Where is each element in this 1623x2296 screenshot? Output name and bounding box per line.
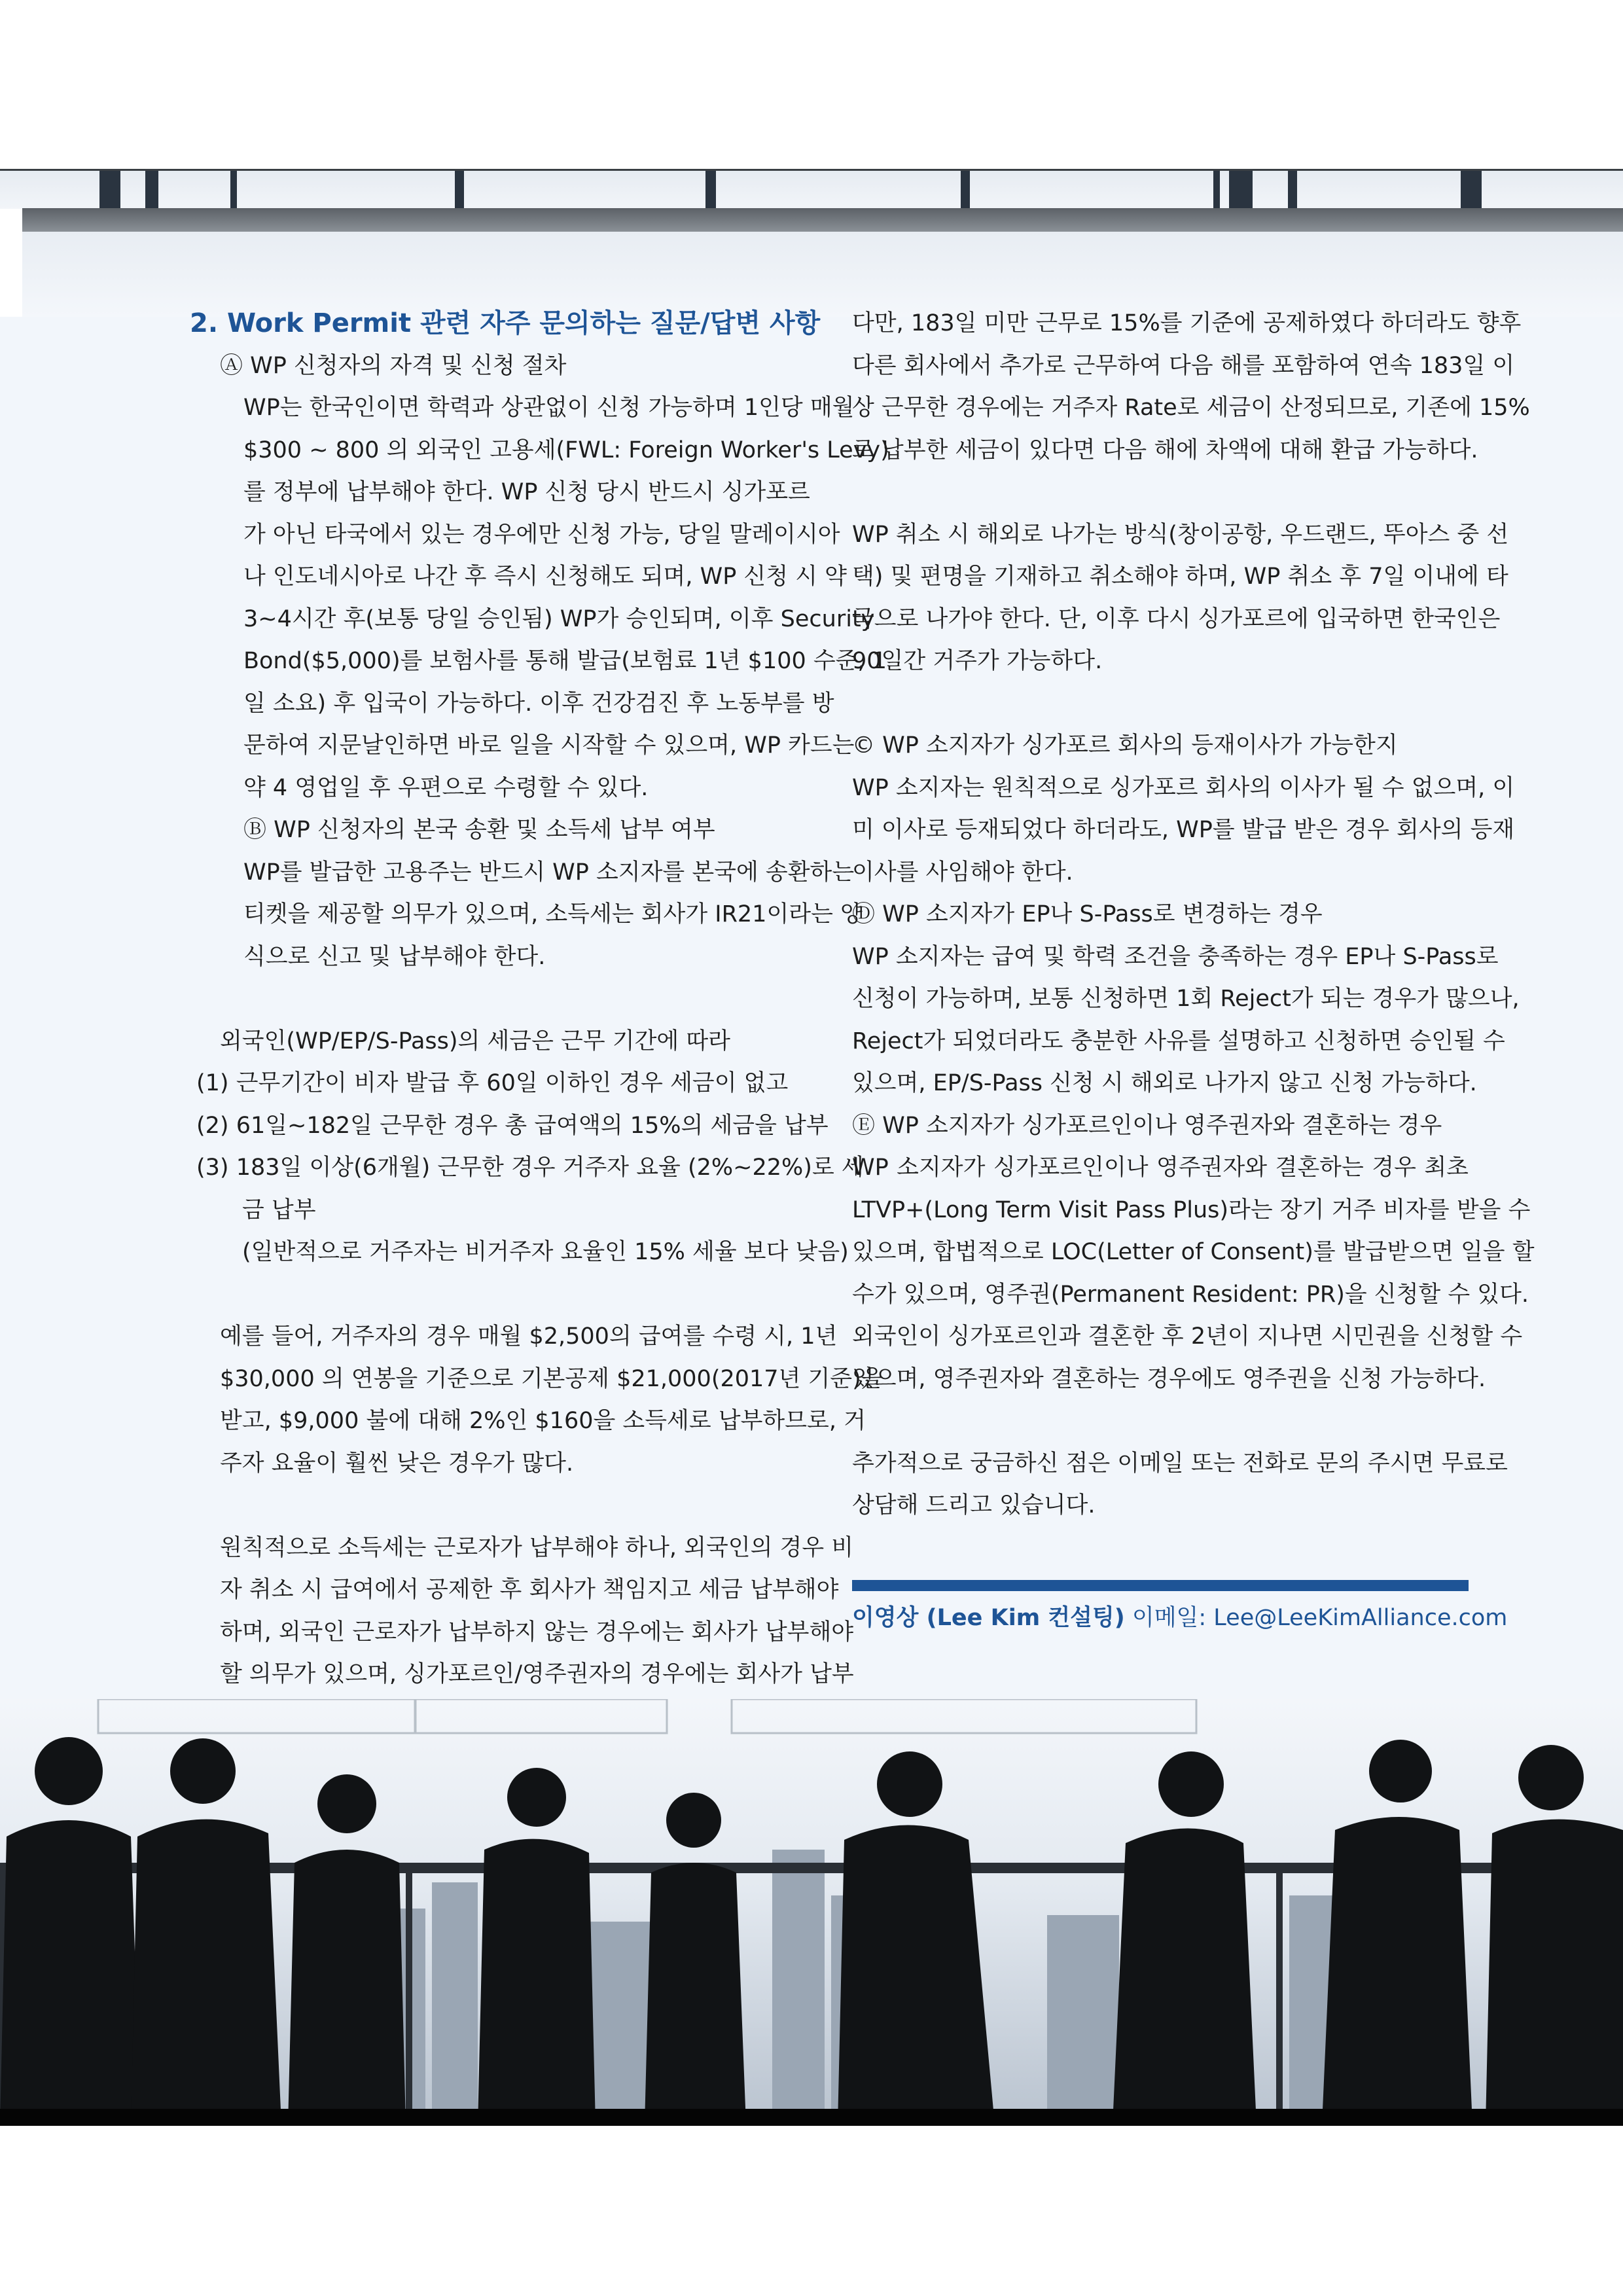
heading-spacer — [196, 302, 808, 345]
rail-post — [1213, 171, 1220, 209]
paragraph-line: $30,000 의 연봉을 기준으로 기본공제 $21,000(2017년 기준)을 — [220, 1365, 883, 1392]
rail-post — [230, 171, 237, 209]
paragraph-spacer — [196, 1484, 808, 1527]
paragraph-line: LTVP+(Long Term Visit Pass Plus)라는 장기 거주 비자를 받을 수 — [852, 1196, 1531, 1223]
paragraph-line: 받고, $9,000 불에 대해 2%인 $160을 소득세로 납부하므로, 거 — [220, 1408, 866, 1434]
paragraph-line: 문하여 지문날인하면 바로 일을 시작할 수 있으며, WP 카드는 — [243, 732, 855, 759]
author-email: Lee@LeeKimAlliance.com — [1213, 1605, 1508, 1631]
list-item: (2) 61일~182일 근무한 경우 총 급여액의 15%의 세금을 납부 — [196, 1112, 829, 1139]
paragraph-line: 예를 들어, 거주자의 경우 매월 $2,500의 급여를 수령 시, 1년 — [220, 1323, 838, 1350]
paragraph-spacer — [852, 1400, 1469, 1443]
rail-post — [1229, 171, 1253, 209]
paragraph-line: 3~4시간 후(보통 당일 승인됨) WP가 승인되며, 이후 Security — [243, 605, 875, 632]
paragraph-spacer — [196, 1274, 808, 1316]
paragraph-line: 신청이 가능하며, 보통 신청하면 1회 Reject가 되는 경우가 많으나, — [852, 986, 1520, 1012]
paragraph-line: 있으며, EP/S-Pass 신청 시 해외로 나가지 않고 신청 가능하다. — [852, 1070, 1477, 1096]
paragraph-line: 가 아닌 타국에서 있는 경우에만 신청 가능, 당일 말레이시아 — [243, 521, 840, 548]
paragraph-line: Reject가 되었더라도 충분한 사유를 설명하고 신청하면 승인될 수 — [852, 1028, 1505, 1054]
paragraph-line: 국으로 나가야 한다. 단, 이후 다시 싱가포르에 입국하면 한국인은 — [852, 605, 1501, 632]
paragraph-line: WP는 한국인이면 학력과 상관없이 신청 가능하며 1인당 매월 — [243, 395, 855, 421]
section-heading: 2. Work Permit 관련 자주 문의하는 질문/답변 사항 — [190, 308, 821, 338]
business-people-photo — [0, 1699, 1623, 2125]
subheading-a: Ⓐ WP 신청자의 자격 및 신청 절차 — [220, 352, 567, 379]
paragraph-line: 할 의무가 있으며, 싱가포르인/영주권자의 경우에는 회사가 납부 — [220, 1661, 854, 1687]
signature-rule — [852, 1580, 1469, 1591]
list-item-continued: 금 납부 — [242, 1196, 316, 1223]
rail-post — [99, 171, 120, 209]
right-column — [852, 302, 1535, 1527]
rail-post — [1288, 171, 1297, 209]
paragraph-line: WP를 발급한 고용주는 반드시 WP 소지자를 본국에 송환하는 — [243, 859, 855, 886]
paragraph-line: 미 이사로 등재되었다 하더라도, WP를 발급 받은 경우 회사의 등재 — [852, 817, 1515, 843]
paragraph-line: 상 근무한 경우에는 거주자 Rate로 세금이 산정되므로, 기존에 15% — [852, 395, 1530, 421]
subheading-b: Ⓑ WP 신청자의 본국 송환 및 소득세 납부 여부 — [243, 817, 715, 843]
paragraph-line: 다만, 183일 미만 근무로 15%를 기준에 공제하였다 하더라도 향후 — [852, 310, 1522, 336]
closing-line: 상담해 드리고 있습니다. — [852, 1492, 1096, 1518]
paragraph-spacer — [852, 683, 1469, 725]
paragraph-line: 택) 및 편명을 기재하고 취소해야 하며, WP 취소 후 7일 이내에 타 — [852, 564, 1508, 590]
paragraph-line: 있으며, 합법적으로 LOC(Letter of Consent)를 발급받으면 일을 할 — [852, 1239, 1535, 1265]
author-signature — [852, 1597, 1507, 1640]
paragraph-line: 자 취소 시 급여에서 공제한 후 회사가 책임지고 세금 납부해야 — [220, 1577, 839, 1603]
left-column — [196, 302, 889, 1738]
subheading-c: © WP 소지자가 싱가포르 회사의 등재이사가 가능한지 — [852, 732, 1398, 759]
list-item: (1) 근무기간이 비자 발급 후 60일 이하인 경우 세금이 없고 — [196, 1070, 789, 1096]
rail-post — [961, 171, 970, 209]
paragraph-line: WP 취소 시 해외로 나가는 방식(창이공항, 우드랜드, 뚜아스 중 선 — [852, 521, 1509, 548]
subheading-d: Ⓓ WP 소지자가 EP나 S-Pass로 변경하는 경우 — [852, 901, 1323, 927]
photo-bottom-bar — [0, 2109, 1623, 2126]
paragraph-spacer — [196, 978, 808, 1020]
paragraph-line: 하며, 외국인 근로자가 납부하지 않는 경우에는 회사가 납부해야 — [220, 1619, 854, 1645]
paragraph-line: WP 소지자는 급여 및 학력 조건을 충족하는 경우 EP나 S-Pass로 — [852, 943, 1499, 970]
paragraph-line: WP 소지자는 원칙적으로 싱가포르 회사의 이사가 될 수 없으며, 이 — [852, 774, 1515, 801]
rail-post — [145, 171, 158, 209]
paragraph-spacer — [852, 471, 1469, 514]
paragraph-line: 주자 요율이 훨씬 낮은 경우가 많다. — [220, 1450, 574, 1477]
paragraph-line: 로 납부한 세금이 있다면 다음 해에 차액에 대해 환급 가능하다. — [852, 437, 1478, 463]
paragraph-line: 이사를 사임해야 한다. — [852, 859, 1073, 886]
paragraph-line: 외국인이 싱가포르인과 결혼한 후 2년이 지나면 시민권을 신청할 수 — [852, 1323, 1523, 1350]
paragraph-line: WP 소지자가 싱가포르인이나 영주권자와 결혼하는 경우 최초 — [852, 1155, 1469, 1181]
email-label: 이메일: — [1132, 1605, 1207, 1631]
paragraph-line: $300 ~ 800 의 외국인 고용세(FWL: Foreign Worker's Levy) — [243, 437, 889, 463]
rail-post — [1461, 171, 1482, 209]
paragraph-line: 일 소요) 후 입국이 가능하다. 이후 건강검진 후 노동부를 방 — [243, 690, 834, 717]
paragraph-line: 수가 있으며, 영주권(Permanent Resident: PR)을 신청할 수 있다. — [852, 1281, 1529, 1308]
paragraph-line: 있으며, 영주권자와 결혼하는 경우에도 영주권을 신청 가능하다. — [852, 1365, 1486, 1392]
header-rail — [0, 171, 1623, 209]
header-left-edge — [0, 209, 22, 317]
paragraph-line: 다른 회사에서 추가로 근무하여 다음 해를 포함하여 연속 183일 이 — [852, 352, 1515, 379]
list-item: (3) 183일 이상(6개월) 근무한 경우 거주자 요율 (2%~22%)로 세 — [196, 1155, 864, 1181]
subheading-e: Ⓔ WP 소지자가 싱가포르인이나 영주권자와 결혼하는 경우 — [852, 1112, 1442, 1139]
paragraph-line: 를 정부에 납부해야 한다. WP 신청 당시 반드시 싱가포르 — [243, 479, 810, 505]
paragraph-line: 원칙적으로 소득세는 근로자가 납부해야 하나, 외국인의 경우 비 — [220, 1534, 854, 1561]
paragraph-line: 티켓을 제공할 의무가 있으며, 소득세는 회사가 IR21이라는 양 — [243, 901, 863, 927]
paragraph-line: 90일간 거주가 가능하다. — [852, 648, 1103, 674]
rail-post — [455, 171, 464, 209]
paragraph-line: Bond($5,000)를 보험사를 통해 발급(보험료 1년 $100 수준, 1 — [243, 648, 887, 674]
paragraph-line: 식으로 신고 및 납부해야 한다. — [243, 943, 546, 970]
paragraph-line: 약 4 영업일 후 우편으로 수령할 수 있다. — [243, 774, 649, 801]
author-name: 이영상 (Lee Kim 컨설팅) — [852, 1605, 1125, 1631]
note-line: (일반적으로 거주자는 비거주자 요율인 15% 세율 보다 낮음) — [242, 1239, 849, 1265]
header-ledge — [22, 208, 1623, 232]
closing-line: 추가적으로 궁금하신 점은 이메일 또는 전화로 문의 주시면 무료로 — [852, 1450, 1508, 1477]
paragraph-line: 나 인도네시아로 나간 후 즉시 신청해도 되며, WP 신청 시 약 — [243, 564, 847, 590]
rail-post — [705, 171, 716, 209]
paragraph-line: 외국인(WP/EP/S-Pass)의 세금은 근무 기간에 따라 — [220, 1028, 730, 1054]
